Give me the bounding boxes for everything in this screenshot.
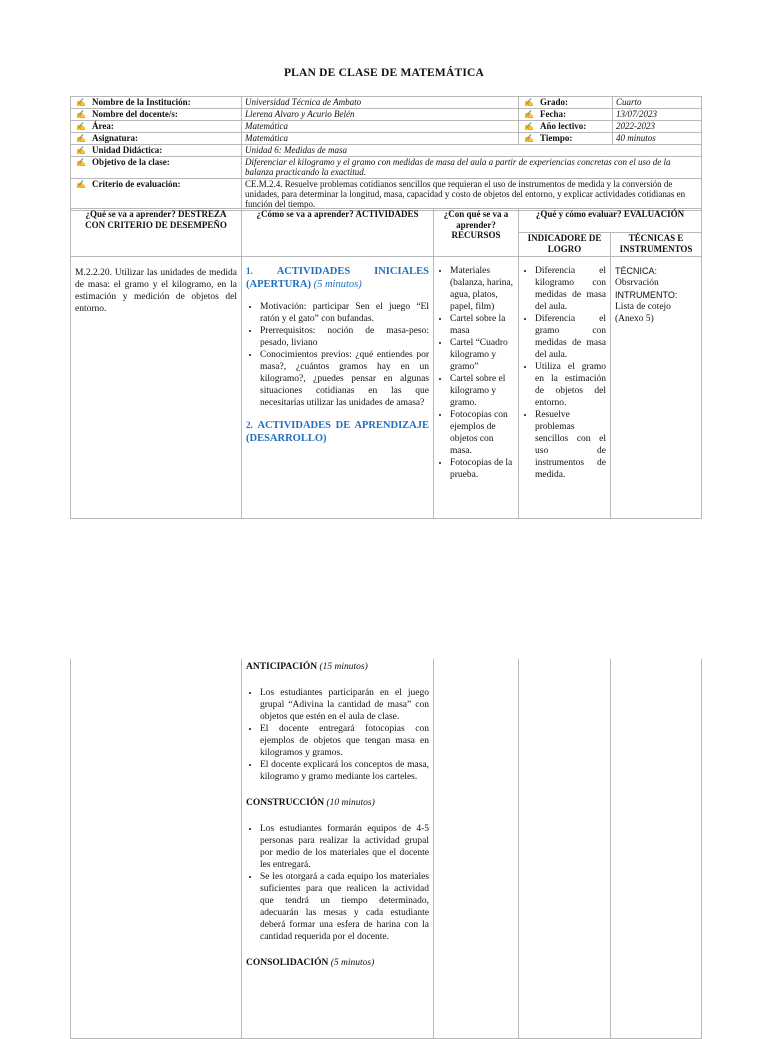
- asignatura-value: Matemática: [242, 133, 519, 145]
- plan-table: [70, 208, 702, 519]
- tecnica-heading: TÉCNICA:: [615, 266, 658, 276]
- plan-table-continued: [70, 659, 702, 1039]
- anio-label: Año lectivo:: [540, 121, 587, 131]
- pen-icon: ✍: [524, 122, 534, 131]
- tecnicas-cell: [611, 257, 702, 519]
- anio-value: 2022-2023: [613, 121, 702, 133]
- list-item: • Los estudiantes participarán en el juego grupal “Adivina la cantidad de masa” con objetos que estén en el aula de clase.: [260, 687, 429, 723]
- actividades-aprendizaje-heading: 2. ACTIVIDADES DE APRENDIZAJE (DESARROLLO): [246, 420, 429, 444]
- objetivo-value: Diferenciar el kilogramo y el gramo con medidas de masa del aula a partir de experiencias concretas con el uso de la balanza practicando la exactitud.: [242, 157, 702, 179]
- unidad-value: Unidad 6: Medidas de masa: [242, 145, 702, 157]
- pen-icon: ✍: [76, 180, 86, 189]
- area-label: Área:: [92, 121, 114, 131]
- list-item: • El docente entregará fotocopias con ejemplos de objetos que tengan masa en kilogramos y gramos.: [260, 723, 429, 759]
- institucion-value: Universidad Técnica de Ambato: [242, 97, 519, 109]
- header-tecnicas: TÉCNICAS E INSTRUMENTOS: [611, 233, 702, 257]
- asignatura-label: Asignatura:: [92, 133, 139, 143]
- document-title: PLAN DE CLASE DE MATEMÁTICA: [283, 67, 485, 79]
- grado-value: Cuarto: [613, 97, 702, 109]
- anticipacion-list: [246, 687, 429, 783]
- fecha-value: 13/07/2023: [613, 109, 702, 121]
- objetivo-label: Objetivo de la clase:: [92, 157, 170, 167]
- empty-cell: [434, 659, 519, 1039]
- list-item: • Resuelve problemas sencillos con el uso de instrumentos de medida.: [535, 409, 606, 481]
- empty-cell: [71, 659, 242, 1039]
- pen-icon: ✍: [524, 110, 534, 119]
- institucion-label: Nombre de la Institución:: [92, 97, 191, 107]
- list-item: • Cartel sobre la masa: [450, 313, 514, 337]
- list-item: • Se les otorgará a cada equipo los materiales suficientes para que realicen la actividad que tendrá un tiempo determinado, adecuarán las mesas y cada estudiante deberá formar una esfera de harina con la cantidad requerida por el docente.: [260, 871, 429, 943]
- header-destreza: ¿Qué se va a aprender? DESTREZA CON CRITERIO DE DESEMPEÑO: [71, 209, 242, 257]
- docente-label: Nombre del docente/s:: [92, 109, 178, 119]
- instrumento-value: Lista de cotejo (Anexo 5): [615, 302, 671, 324]
- construccion-list: [246, 823, 429, 943]
- consolidacion-heading: CONSOLIDACIÓN (5 minutos): [246, 958, 375, 968]
- header-indicador: INDICADORE DE LOGRO: [519, 233, 611, 257]
- list-item: • Diferencia el kilogramo con medidas de masa del aula.: [535, 265, 606, 313]
- tiempo-value: 40 minutos: [613, 133, 702, 145]
- list-item: • Diferencia el gramo con medidas de masa del aula.: [535, 313, 606, 361]
- fecha-label: Fecha:: [540, 109, 566, 119]
- anticipacion-heading: ANTICIPACIÓN (15 minutos): [246, 662, 368, 672]
- list-item: • Utiliza el gramo en la estimación de objetos del entorno.: [535, 361, 606, 409]
- empty-cell: [519, 659, 611, 1039]
- pen-icon: ✍: [524, 98, 534, 107]
- empty-cell: [611, 659, 702, 1039]
- list-item: • El docente explicará los conceptos de masa, kilogramo y gramo mediante los carteles.: [260, 759, 429, 783]
- pen-icon: ✍: [76, 146, 86, 155]
- construccion-heading: CONSTRUCCIÓN (10 minutos): [246, 798, 375, 808]
- list-item: • Prerrequisitos: noción de masa-peso: pesado, liviano: [260, 325, 429, 349]
- tecnica-value: Obsrvación: [615, 278, 659, 288]
- docente-value: Llerena Alvaro y Acurio Belén: [242, 109, 519, 121]
- area-value: Matemática: [242, 121, 519, 133]
- pen-icon: ✍: [76, 110, 86, 119]
- list-item: • Fotocopias de la prueba.: [450, 457, 514, 481]
- list-item: • Fotocopias con ejemplos de objetos con masa.: [450, 409, 514, 457]
- header-actividades: ¿Cómo se va a aprender? ACTIVIDADES: [242, 209, 434, 257]
- recursos-cell: [434, 257, 519, 519]
- actividades-cell: [242, 257, 434, 519]
- recursos-list: [436, 265, 514, 481]
- pen-icon: ✍: [76, 98, 86, 107]
- indicadores-cell: [519, 257, 611, 519]
- criterio-value: CE.M.2.4. Resuelve problemas cotidianos sencillos que requieran el uso de instrumentos de medida y la conversión de unidades, para determinar la longitud, masa, capacidad y costo de objetos del entorno, y explicar actividades cotidianas en función del tiempo.: [242, 179, 702, 211]
- list-item: • Los estudiantes formarán equipos de 4-5 personas para realizar la actividad grupal por medio de los materiales que el docente les entregará.: [260, 823, 429, 871]
- pen-icon: ✍: [76, 122, 86, 131]
- destreza-text: M.2.2.20. Utilizar las unidades de medida de masa: el gramo y el kilogramo, en la estimación y medición de objetos del entorno.: [71, 257, 242, 519]
- grado-label: Grado:: [540, 97, 568, 107]
- pen-icon: ✍: [524, 134, 534, 143]
- indicadores-list: [521, 265, 606, 481]
- list-item: • Cartel sobre el kilogramo y gramo.: [450, 373, 514, 409]
- actividades-iniciales-heading: 1. ACTIVIDADES INICIALES (APERTURA) (5 minutos): [246, 266, 429, 290]
- header-evaluacion: ¿Qué y cómo evaluar? EVALUACIÓN: [519, 209, 702, 233]
- unidad-label: Unidad Didáctica:: [92, 145, 163, 155]
- pen-icon: ✍: [76, 134, 86, 143]
- list-item: • Motivación: participar Sen el juego “El ratón y el gato” con bufandas.: [260, 301, 429, 325]
- desarrollo-cell: [242, 659, 434, 1039]
- header-recursos: ¿Con qué se va a aprender? RECURSOS: [434, 209, 519, 257]
- criterio-label: Criterio de evaluación:: [92, 179, 181, 189]
- tiempo-label: Tiempo:: [540, 133, 573, 143]
- iniciales-list: [246, 301, 429, 409]
- list-item: • Cartel “Cuadro kilogramo y gramo”: [450, 337, 514, 373]
- info-table: [70, 96, 702, 211]
- list-item: • Materiales (balanza, harina, agua, platos, papel, film): [450, 265, 514, 313]
- instrumento-heading: INTRUMENTO:: [615, 290, 678, 300]
- pen-icon: ✍: [76, 158, 86, 167]
- list-item: • Conocimientos previos: ¿qué entiendes por masa?, ¿cuántos gramos hay en un kilogramo?, ¿puedes pensar en algunas situaciones cotidianas en las que necesitarías utilizar las unidades de amasa?: [260, 349, 429, 409]
